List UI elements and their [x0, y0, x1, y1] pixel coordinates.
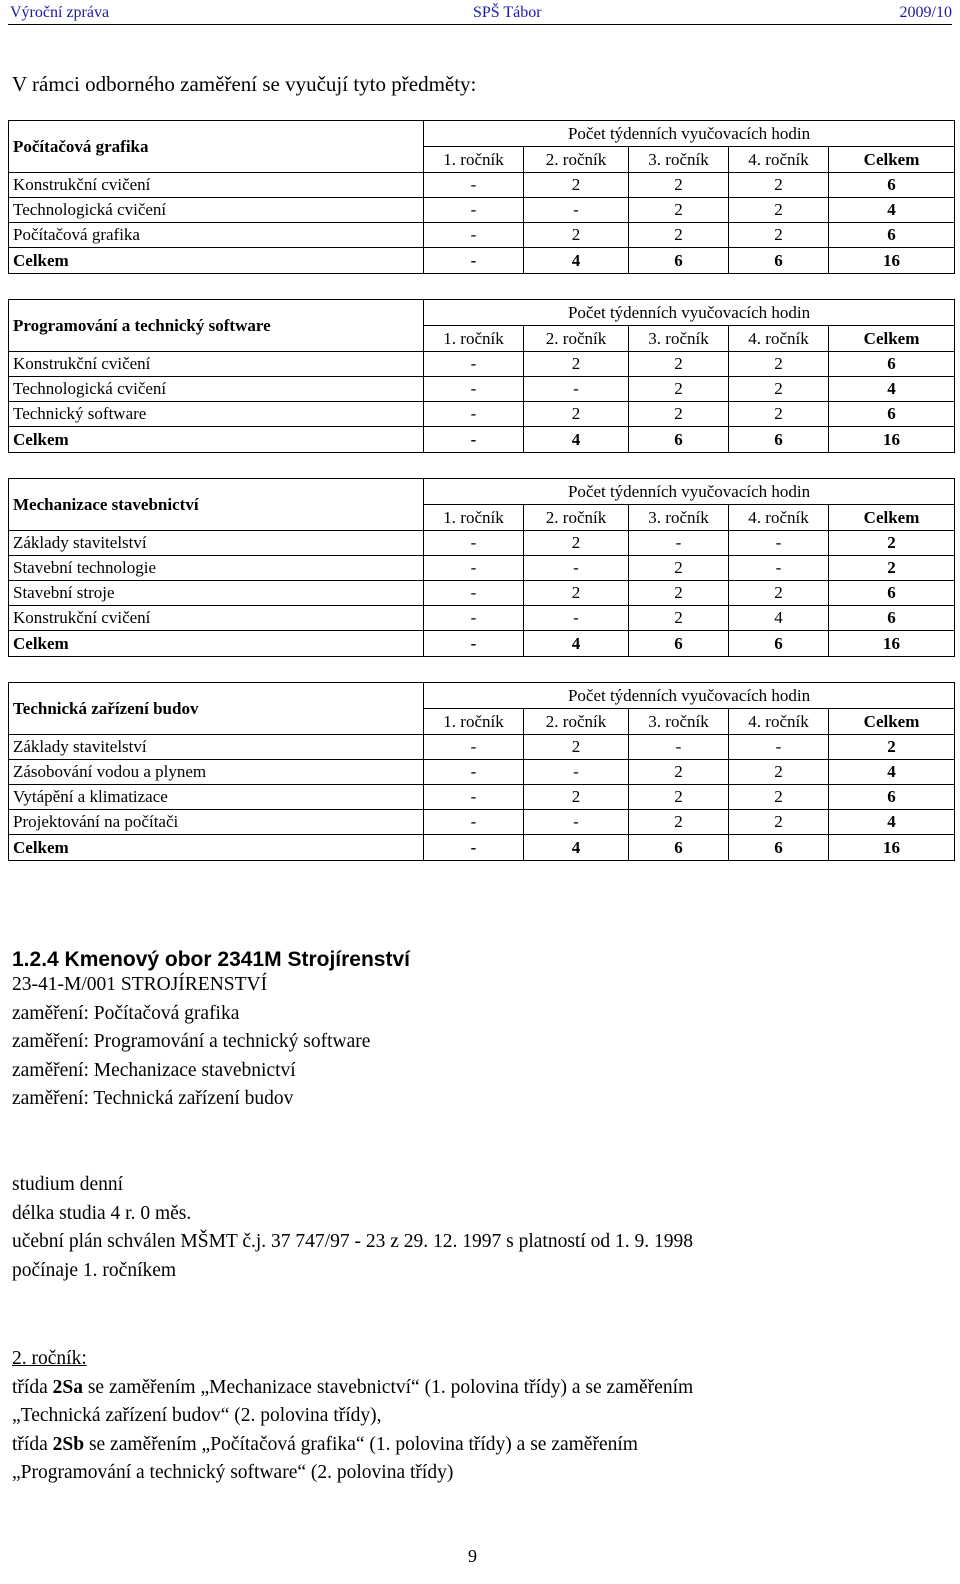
- hours-cell: -: [524, 760, 629, 785]
- hours-cell: 6: [829, 402, 955, 427]
- total-cell: -: [424, 248, 524, 274]
- year2-block: [12, 1345, 693, 1488]
- hours-cell: 6: [829, 606, 955, 631]
- total-row: [9, 631, 955, 657]
- hours-cell: -: [729, 735, 829, 760]
- table-title: Počítačová grafika: [9, 121, 424, 173]
- subject-name: Stavební stroje: [9, 581, 424, 606]
- table-row: [9, 785, 955, 810]
- hours-cell: -: [424, 760, 524, 785]
- total-cell: -: [424, 631, 524, 657]
- hours-cell: 2: [829, 735, 955, 760]
- hours-cell: -: [424, 785, 524, 810]
- subject-name: Základy stavitelství: [9, 531, 424, 556]
- hours-label: Počet týdenních vyučovacích hodin: [424, 121, 955, 147]
- subject-name: Projektování na počítači: [9, 810, 424, 835]
- header-right: 2009/10: [899, 4, 952, 21]
- hours-cell: -: [524, 377, 629, 402]
- hours-cell: 6: [829, 581, 955, 606]
- table-title: Mechanizace stavebnictví: [9, 479, 424, 531]
- total-cell: 4: [524, 248, 629, 274]
- column-header: 3. ročník: [629, 147, 729, 173]
- page-number: 9: [468, 1546, 477, 1566]
- total-cell: 6: [629, 427, 729, 453]
- year2-line-4: „Programování a technický software“ (2. polovina třídy): [12, 1462, 454, 1483]
- study-length: délka studia 4 r. 0 měs.: [12, 1202, 192, 1224]
- hours-cell: 2: [729, 581, 829, 606]
- subject-name: Stavební technologie: [9, 556, 424, 581]
- column-header: Celkem: [829, 147, 955, 173]
- table-row: [9, 810, 955, 835]
- hours-cell: -: [424, 581, 524, 606]
- total-cell: 4: [524, 835, 629, 861]
- total-label: Celkem: [9, 631, 424, 657]
- total-row: [9, 835, 955, 861]
- hours-cell: -: [424, 377, 524, 402]
- subject-name: Počítačová grafika: [9, 223, 424, 248]
- subject-name: Vytápění a klimatizace: [9, 785, 424, 810]
- hours-cell: 2: [729, 198, 829, 223]
- column-header: Celkem: [829, 326, 955, 352]
- subject-name: Technický software: [9, 402, 424, 427]
- hours-cell: -: [424, 606, 524, 631]
- column-header: 4. ročník: [729, 709, 829, 735]
- hours-cell: 6: [829, 352, 955, 377]
- hours-cell: 4: [829, 377, 955, 402]
- header-left: Výroční zpráva: [10, 4, 110, 21]
- header-center: SPŠ Tábor: [473, 4, 542, 21]
- hours-cell: 2: [729, 352, 829, 377]
- total-cell: 16: [829, 835, 955, 861]
- program-code: 23-41-M/001 STROJÍRENSTVÍ: [12, 974, 268, 995]
- page-header: [0, 0, 960, 26]
- total-cell: 16: [829, 631, 955, 657]
- total-cell: 16: [829, 427, 955, 453]
- hours-cell: -: [424, 810, 524, 835]
- table-row: [9, 377, 955, 402]
- hours-cell: 2: [629, 556, 729, 581]
- hours-cell: 2: [629, 198, 729, 223]
- table-row: [9, 581, 955, 606]
- subject-table: [8, 682, 955, 861]
- hours-cell: 2: [729, 223, 829, 248]
- hours-cell: -: [424, 352, 524, 377]
- total-cell: 16: [829, 248, 955, 274]
- hours-cell: 2: [729, 402, 829, 427]
- column-header: 1. ročník: [424, 147, 524, 173]
- class-2sb: 2Sb: [52, 1433, 85, 1455]
- year2-line-2: „Technická zařízení budov“ (2. polovina třídy),: [12, 1405, 382, 1426]
- hours-cell: 4: [829, 198, 955, 223]
- table-row: [9, 352, 955, 377]
- hours-cell: -: [424, 223, 524, 248]
- total-cell: 6: [729, 427, 829, 453]
- hours-cell: 2: [629, 173, 729, 198]
- table-row: [9, 531, 955, 556]
- hours-cell: -: [729, 556, 829, 581]
- column-header: 2. ročník: [524, 505, 629, 531]
- table-row: [9, 223, 955, 248]
- subject-name: Konstrukční cvičení: [9, 606, 424, 631]
- hours-cell: 6: [829, 223, 955, 248]
- column-header: 1. ročník: [424, 709, 524, 735]
- subject-name: Konstrukční cvičení: [9, 173, 424, 198]
- table-row: [9, 198, 955, 223]
- hours-label: Počet týdenních vyučovacích hodin: [424, 683, 955, 709]
- focus-item: zaměření: Mechanizace stavebnictví: [12, 1059, 296, 1081]
- column-header: 2. ročník: [524, 326, 629, 352]
- total-row: [9, 427, 955, 453]
- hours-cell: 2: [524, 581, 629, 606]
- total-cell: 6: [729, 248, 829, 274]
- hours-cell: 2: [629, 581, 729, 606]
- hours-cell: -: [424, 402, 524, 427]
- hours-label: Počet týdenních vyučovacích hodin: [424, 300, 955, 326]
- total-row: [9, 248, 955, 274]
- hours-cell: -: [424, 531, 524, 556]
- hours-cell: 2: [524, 352, 629, 377]
- table-row: [9, 402, 955, 427]
- subject-name: Základy stavitelství: [9, 735, 424, 760]
- subject-table: [8, 299, 955, 453]
- hours-cell: -: [524, 198, 629, 223]
- subject-name: Technologická cvičení: [9, 198, 424, 223]
- table-row: [9, 735, 955, 760]
- hours-cell: 2: [629, 223, 729, 248]
- total-cell: 6: [629, 631, 729, 657]
- table-row: [9, 760, 955, 785]
- intro-text: V rámci odborného zaměření se vyučují tyto předměty:: [12, 72, 477, 96]
- total-cell: 4: [524, 427, 629, 453]
- year2-heading: 2. ročník:: [12, 1348, 87, 1369]
- subject-table: [8, 478, 955, 657]
- hours-cell: 2: [729, 785, 829, 810]
- focus-item: zaměření: Programování a technický software: [12, 1031, 371, 1052]
- study-block: [12, 1171, 693, 1285]
- hours-cell: 2: [829, 556, 955, 581]
- hours-cell: 6: [829, 785, 955, 810]
- hours-cell: 2: [629, 760, 729, 785]
- column-header: 3. ročník: [629, 709, 729, 735]
- hours-cell: 2: [729, 810, 829, 835]
- table-row: [9, 556, 955, 581]
- column-header: 2. ročník: [524, 147, 629, 173]
- hours-cell: 2: [829, 531, 955, 556]
- year2-line-1: třída 2Sa se zaměřením „Mechanizace stavebnictví“ (1. polovina třídy) a se zaměřením: [12, 1376, 694, 1398]
- hours-cell: -: [629, 735, 729, 760]
- column-header: 1. ročník: [424, 326, 524, 352]
- hours-cell: -: [424, 173, 524, 198]
- hours-cell: 2: [629, 606, 729, 631]
- hours-cell: 2: [729, 760, 829, 785]
- table-row: [9, 173, 955, 198]
- hours-cell: 2: [629, 402, 729, 427]
- hours-cell: 2: [629, 377, 729, 402]
- column-header: Celkem: [829, 505, 955, 531]
- total-label: Celkem: [9, 835, 424, 861]
- column-header: 4. ročník: [729, 505, 829, 531]
- table-title: Programování a technický software: [9, 300, 424, 352]
- study-type: studium denní: [12, 1174, 124, 1195]
- hours-cell: 2: [629, 785, 729, 810]
- column-header: 2. ročník: [524, 709, 629, 735]
- hours-cell: 4: [829, 760, 955, 785]
- hours-cell: -: [424, 198, 524, 223]
- hours-cell: -: [524, 606, 629, 631]
- total-label: Celkem: [9, 248, 424, 274]
- total-label: Celkem: [9, 427, 424, 453]
- program-block: [12, 971, 370, 1114]
- table-row: [9, 606, 955, 631]
- hours-cell: -: [424, 556, 524, 581]
- hours-cell: -: [524, 556, 629, 581]
- hours-cell: 2: [524, 173, 629, 198]
- table-title: Technická zařízení budov: [9, 683, 424, 735]
- hours-cell: 6: [829, 173, 955, 198]
- hours-cell: 2: [729, 173, 829, 198]
- column-header: 4. ročník: [729, 147, 829, 173]
- focus-item: zaměření: Technická zařízení budov: [12, 1088, 294, 1109]
- subject-name: Technologická cvičení: [9, 377, 424, 402]
- total-cell: 6: [629, 835, 729, 861]
- total-cell: 6: [729, 631, 829, 657]
- subject-name: Konstrukční cvičení: [9, 352, 424, 377]
- hours-cell: 2: [524, 402, 629, 427]
- year2-line-3: třída 2Sb se zaměřením „Počítačová grafika“ (1. polovina třídy) a se zaměřením: [12, 1433, 638, 1455]
- hours-cell: 2: [524, 531, 629, 556]
- total-cell: 4: [524, 631, 629, 657]
- hours-cell: 2: [524, 223, 629, 248]
- column-header: Celkem: [829, 709, 955, 735]
- column-header: 1. ročník: [424, 505, 524, 531]
- hours-cell: -: [524, 810, 629, 835]
- total-cell: -: [424, 835, 524, 861]
- subject-table: [8, 120, 955, 274]
- focus-item: zaměření: Počítačová grafika: [12, 1002, 240, 1024]
- hours-cell: -: [424, 735, 524, 760]
- total-cell: 6: [629, 248, 729, 274]
- hours-cell: 2: [524, 785, 629, 810]
- hours-cell: 2: [524, 735, 629, 760]
- hours-cell: 2: [629, 352, 729, 377]
- hours-label: Počet týdenních vyučovacích hodin: [424, 479, 955, 505]
- total-cell: 6: [729, 835, 829, 861]
- hours-cell: -: [629, 531, 729, 556]
- class-2sa: 2Sa: [52, 1376, 83, 1398]
- hours-cell: 2: [729, 377, 829, 402]
- hours-cell: 2: [629, 810, 729, 835]
- hours-cell: -: [729, 531, 829, 556]
- column-header: 3. ročník: [629, 326, 729, 352]
- column-header: 4. ročník: [729, 326, 829, 352]
- study-plan: učební plán schválen MŠMT č.j. 37 747/97 - 23 z 29. 12. 1997 s platností od 1. 9. 1998: [12, 1231, 693, 1252]
- subject-name: Zásobování vodou a plynem: [9, 760, 424, 785]
- column-header: 3. ročník: [629, 505, 729, 531]
- section-heading: 1.2.4 Kmenový obor 2341M Strojírenství: [12, 948, 410, 971]
- hours-cell: 4: [729, 606, 829, 631]
- total-cell: -: [424, 427, 524, 453]
- hours-cell: 4: [829, 810, 955, 835]
- study-from: počínaje 1. ročníkem: [12, 1259, 177, 1281]
- header-rule: [8, 24, 952, 25]
